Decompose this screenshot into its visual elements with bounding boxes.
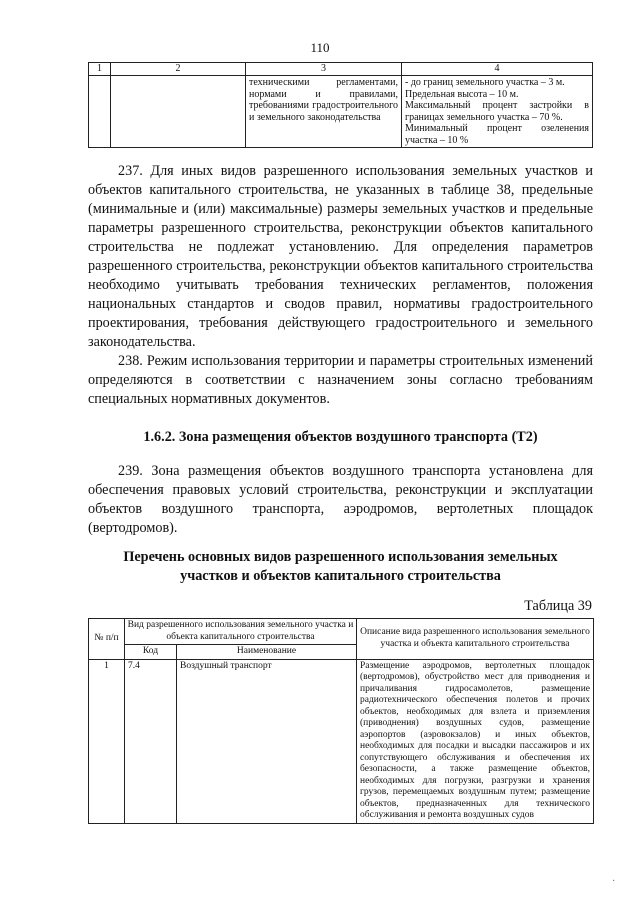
row-num: 1	[89, 659, 125, 823]
table-row	[89, 659, 594, 823]
table-caption: Таблица 39	[524, 598, 592, 614]
page-number: 110	[310, 40, 330, 55]
header-use-kind: Вид разрешенного использования земельного участка и объекта капитального строительства	[125, 619, 357, 645]
table-header-cell: 3	[246, 63, 402, 76]
table-header-cell: 4	[402, 63, 593, 76]
table-cell	[111, 76, 246, 148]
parameter-line: Предельная высота – 10 м.	[405, 88, 519, 100]
table-cell	[89, 76, 111, 148]
header-num: № п/п	[89, 619, 125, 660]
scan-mark: ·	[612, 876, 616, 887]
continuation-table	[88, 62, 593, 148]
list-heading: Перечень основных видов разрешенного использования земельных участков и объектов капитального строительства	[123, 549, 558, 584]
header-name: Наименование	[177, 645, 357, 660]
table-header-row	[89, 619, 594, 645]
row-code: 7.4	[125, 659, 177, 823]
table-cell-parameters	[402, 76, 593, 148]
table-row	[89, 76, 593, 148]
row-name: Воздушный транспорт	[177, 659, 357, 823]
parameter-line: - до границ земельного участка – 3 м.	[405, 77, 565, 88]
paragraph-237: 237. Для иных видов разрешенного использования земельных участков и объектов капитального строительства, не указанных в таблице 38, предельные (минимальные и (или) максимальные) размеры земельных участков и предельные параметры разрешенного строительства, реконструкции объектов капитального строительства не подлежат установлению. Для определения параметров разрешенного строительства, реконструкции объектов капитального строительства необходимо учитывать требования технических регламентов, положения национальных стандартов и сводов правил, нормативы градостроительного проектирования, требования действующего градостроительного и земельного законодательства.	[88, 163, 593, 350]
parameter-line: Максимальный процент застройки в границах земельного участка – 70 %.	[405, 100, 589, 123]
table-header-cell: 2	[111, 63, 246, 76]
permitted-use-table	[88, 618, 594, 824]
table-cell: техническими регламентами, нормами и правилами, требованиями градостроительного и земельного законодательства	[246, 76, 402, 148]
row-description: Размещение аэродромов, вертолетных площадок (вертодромов), обустройство мест для приводнения и причаливания гидросамолетов, размещение радиотехнического обеспечения полетов и прочих объектов, необходимых для взлета и приземления (приводнения) воздушных судов, размещение аэропортов (аэровокзалов) и иных объектов, необходимых для посадки и высадки пассажиров и их сопутствующего обслуживания и обеспечения их безопасности, а также размещение объектов, необходимых для погрузки, разгрузки и хранения грузов, перемещаемых воздушным путем; размещение объектов, предназначенных для технического обслуживания и ремонта воздушных судов	[357, 659, 594, 823]
header-code: Код	[125, 645, 177, 660]
table-header-cell: 1	[89, 63, 111, 76]
paragraph-238: 238. Режим использования территории и параметры строительных изменений определяются в соответствии с назначением зоны согласно требованиям специальных нормативных документов.	[88, 353, 593, 407]
header-description: Описание вида разрешенного использования земельного участка и объекта капитального строительства	[357, 619, 594, 660]
parameter-line: Минимальный процент озеленения участка – 10 %	[405, 123, 589, 146]
section-heading: 1.6.2. Зона размещения объектов воздушного транспорта (Т2)	[143, 429, 538, 445]
table-header-row	[89, 63, 593, 76]
paragraph-239: 239. Зона размещения объектов воздушного транспорта установлена для обеспечения правовых условий строительства, реконструкции и эксплуатации объектов воздушного транспорта, аэродромов, вертолетных площадок (вертодромов).	[88, 463, 593, 536]
